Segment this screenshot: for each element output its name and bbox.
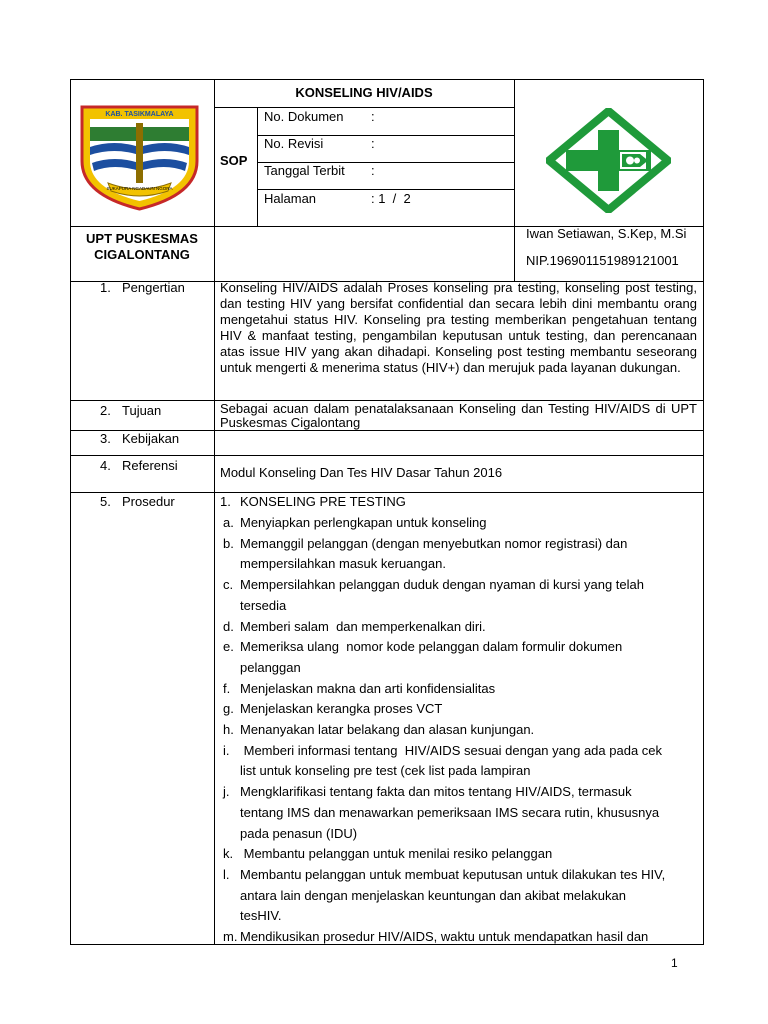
procedure-item-text: tentang IMS dan menawarkan pemeriksaan IMS secara rutin, khususnya bbox=[240, 805, 660, 820]
procedure-item-text: Memeriksa ulang nomor kode pelanggan dalam formulir dokumen bbox=[240, 639, 623, 654]
procedure-item-marker: d. bbox=[223, 619, 234, 634]
procedure-item-marker: b. bbox=[223, 536, 234, 551]
procedure-item-marker: e. bbox=[223, 639, 234, 654]
procedure-item-text: Menjelaskan kerangka proses VCT bbox=[240, 701, 443, 716]
procedure-item-text: Memberi salam dan memperkenalkan diri. bbox=[240, 619, 486, 634]
section-number: 3. bbox=[100, 431, 111, 446]
logo-column-divider bbox=[514, 79, 515, 281]
org-name-line-2: CIGALONTANG bbox=[94, 247, 190, 262]
procedure-item-text: Memanggil pelanggan (dengan menyebutkan nomor registrasi) dan bbox=[240, 536, 628, 551]
procedure-item-marker: m. bbox=[223, 929, 238, 944]
procedure-item-text: Menanyakan latar belakang dan alasan kunjungan. bbox=[240, 722, 535, 737]
section-label-prosedur: Prosedur bbox=[122, 494, 175, 509]
procedure-item-marker: j. bbox=[223, 784, 230, 799]
signer-name: Iwan Setiawan, S.Kep, M.Si bbox=[526, 226, 687, 241]
field-label-no-dokumen: No. Dokumen bbox=[264, 109, 344, 124]
procedure-item-text: pada penasun (IDU) bbox=[240, 826, 358, 841]
sop-column-divider bbox=[257, 107, 258, 226]
tujuan-text: Sebagai acuan dalam penatalaksanaan Konseling dan Testing HIV/AIDS di UPT Puskesmas Cigalontang bbox=[220, 401, 697, 430]
section-number: 5. bbox=[100, 494, 111, 509]
page-number: 1 bbox=[671, 956, 678, 970]
logo-left-motto: SUKAPURA NGADAUN NGORA bbox=[106, 186, 173, 191]
sop-label: SOP bbox=[220, 153, 248, 168]
org-name-line-1: UPT PUSKESMAS bbox=[86, 231, 198, 246]
procedure-item-text: Memberi informasi tentang HIV/AIDS sesuai dengan yang ada pada cek bbox=[240, 743, 663, 758]
kabupaten-logo bbox=[78, 103, 201, 211]
procedure-item-text: Menyiapkan perlengkapan untuk konseling bbox=[240, 515, 487, 530]
referensi-text: Modul Konseling Dan Tes HIV Dasar Tahun 2016 bbox=[220, 465, 503, 480]
procedure-item-text: mempersilahkan masuk keruangan. bbox=[240, 556, 446, 571]
section-divider-5 bbox=[70, 492, 704, 493]
section-label-tujuan: Tujuan bbox=[122, 403, 162, 418]
procedure-item-text: Mengklarifikasi tentang fakta dan mitos tentang HIV/AIDS, termasuk bbox=[240, 784, 632, 799]
section-number: 2. bbox=[100, 403, 111, 418]
procedure-item-text: list untuk konseling pre test (cek list pada lampiran bbox=[240, 763, 531, 778]
section-number: 1. bbox=[100, 280, 111, 295]
signer-nip: NIP.196901151989121001 bbox=[526, 253, 679, 268]
section-label-kebijakan: Kebijakan bbox=[122, 431, 180, 446]
procedure-item-marker: l. bbox=[223, 867, 230, 882]
procedure-item-marker: g. bbox=[223, 701, 234, 716]
table-right-border bbox=[703, 79, 704, 945]
procedure-heading-number: 1. bbox=[220, 494, 231, 509]
procedure-item-text: Mendikusikan prosedur HIV/AIDS, waktu untuk mendapatkan hasil dan bbox=[240, 929, 649, 944]
procedure-item-marker: f. bbox=[223, 681, 231, 696]
procedure-item-text: Membantu pelanggan untuk menilai resiko pelanggan bbox=[240, 846, 553, 861]
field-value-halaman: : 1 / 2 bbox=[371, 191, 411, 206]
procedure-item-marker: i. bbox=[223, 743, 230, 758]
procedure-item-text: Menjelaskan makna dan arti konfidensialitas bbox=[240, 681, 496, 696]
field-label-no-revisi: No. Revisi bbox=[264, 136, 324, 151]
procedure-item-marker: c. bbox=[223, 577, 234, 592]
puskesmas-cross-icon bbox=[546, 108, 671, 213]
procedure-item-marker: h. bbox=[223, 722, 234, 737]
field-label-tanggal-terbit: Tanggal Terbit bbox=[264, 163, 345, 178]
procedure-item-text: tesHIV. bbox=[240, 908, 282, 923]
field-value-no-revisi: : bbox=[371, 136, 375, 151]
logo-left-text: KAB. TASIKMALAYA bbox=[105, 111, 174, 118]
puskesmas-logo bbox=[546, 108, 671, 213]
procedure-item-marker: k. bbox=[223, 846, 234, 861]
field-value-no-dokumen: : bbox=[371, 109, 375, 124]
section-divider-4 bbox=[70, 455, 704, 456]
section-label-referensi: Referensi bbox=[122, 458, 178, 473]
section-label-pengertian: Pengertian bbox=[122, 280, 185, 295]
table-left-border bbox=[70, 79, 71, 945]
pengertian-text: Konseling HIV/AIDS adalah Proses konseling pra testing, konseling post testing, dan testing HIV yang bersifat confidential dan secara lebih dini membantu orang mengetahui status HIV. Konseling pra testing memberikan pengetahuan tentang HIV & manfaat testing, pengambilan keputusan untuk testing, dan perencanaan atas issue HIV yang akan dihadapi. Konseling post testing membantu seseorang untuk mengerti & menerima status (HIV+) dan merujuk pada layanan dukungan. bbox=[220, 280, 697, 375]
procedure-heading: KONSELING PRE TESTING bbox=[240, 494, 406, 509]
procedure-item-text: Mempersilahkan pelanggan duduk dengan nyaman di kursi yang telah bbox=[240, 577, 644, 592]
shield-emblem-icon bbox=[78, 103, 201, 211]
document-title: KONSELING HIV/AIDS bbox=[295, 85, 433, 100]
field-row-divider-3 bbox=[257, 189, 514, 190]
procedure-item-text: pelanggan bbox=[240, 660, 301, 675]
procedure-item-text: tersedia bbox=[240, 598, 287, 613]
procedure-item-text: antara lain dengan menjelaskan keuntungan dan akibat melakukan bbox=[240, 888, 626, 903]
procedure-item-text: Membantu pelanggan untuk membuat keputusan untuk dilakukan tes HIV, bbox=[240, 867, 666, 882]
section-number: 4. bbox=[100, 458, 111, 473]
field-label-halaman: Halaman bbox=[264, 191, 317, 206]
table-top-border bbox=[70, 79, 704, 80]
procedure-item-marker: a. bbox=[223, 515, 234, 530]
label-column-divider bbox=[214, 79, 215, 945]
field-value-tanggal-terbit: : bbox=[371, 163, 375, 178]
title-row-divider bbox=[214, 107, 514, 108]
